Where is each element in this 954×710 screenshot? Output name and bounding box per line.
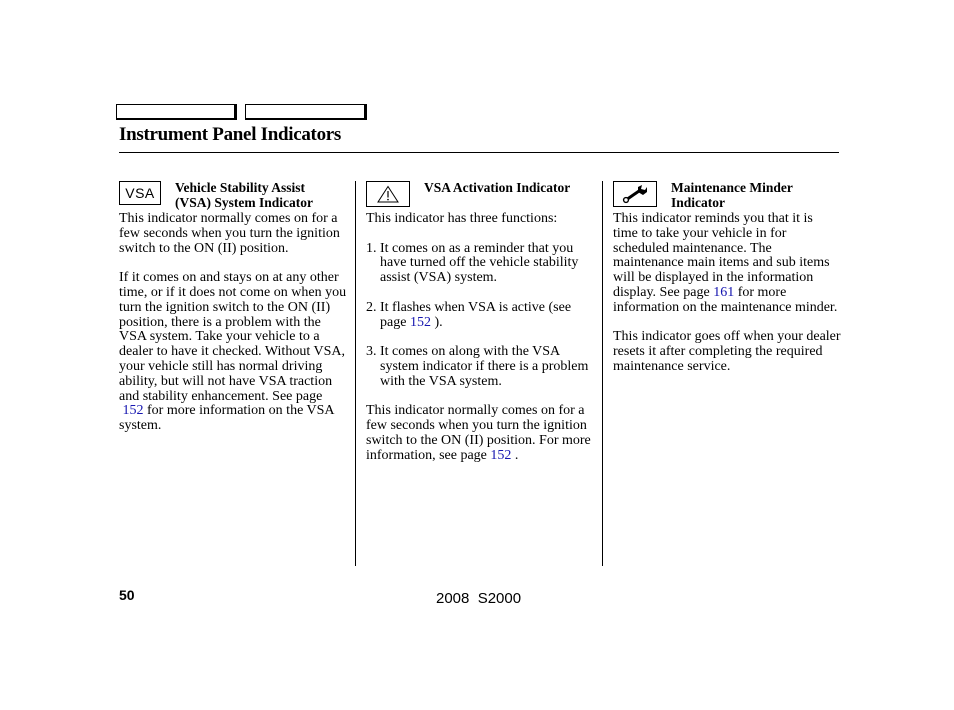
paragraph	[366, 404, 598, 463]
list-text	[380, 301, 598, 331]
list-item	[366, 345, 598, 389]
nav-button-next[interactable]	[245, 104, 367, 120]
section-heading	[671, 181, 793, 211]
list-item	[366, 242, 598, 286]
nav-button-previous[interactable]	[116, 104, 237, 120]
column-vsa-activation-indicator	[366, 181, 598, 478]
title-rule	[119, 152, 839, 153]
paragraph-text: If it comes on and stays on at any other time, or if it does not come on when you turn the ignition switch to the ON (II) position, there is a problem with the VSA system. Take your vehicle to a dealer to have it checked. Without VSA, your vehicle still has normal driving ability, but will not have VSA traction and stability enhancement. See page	[119, 270, 347, 404]
list-number: 1.	[366, 240, 377, 256]
column-vsa-system-indicator	[119, 181, 351, 449]
list-number: 2.	[366, 299, 377, 315]
page-number: 50	[119, 587, 135, 603]
vsa-icon-label: VSA	[125, 184, 155, 201]
paragraph-text: .	[514, 447, 519, 463]
wrench-icon	[613, 181, 657, 207]
page-link-161[interactable]: 161	[713, 284, 735, 300]
paragraph-text: This indicator reminds you that it is time to take your vehicle in for scheduled maintenance. The maintenance main items and sub items will be displayed in the information display. See page	[613, 211, 830, 300]
page-link-152[interactable]: 152	[409, 314, 431, 330]
page-title: Instrument Panel Indicators	[119, 124, 342, 145]
paragraph-text: for more information on the VSA system.	[119, 403, 334, 434]
heading-line: Indicator	[671, 194, 725, 210]
paragraph: This indicator goes off when your dealer resets it after completing the required maintenance service.	[613, 329, 841, 374]
page-link-152[interactable]: 152	[122, 403, 144, 419]
paragraph	[613, 212, 841, 316]
list-number: 3.	[366, 344, 377, 360]
list-text: It comes on along with the VSA system indicator if there is a problem with the VSA system.	[380, 344, 589, 389]
heading-line: Vehicle Stability Assist	[175, 180, 306, 195]
paragraph: This indicator normally comes on for a few seconds when you turn the ignition switch to the ON (II) position.	[119, 211, 340, 256]
column-divider	[355, 181, 356, 566]
heading-line: Maintenance Minder	[671, 180, 793, 195]
paragraph: This indicator has three functions:	[366, 211, 558, 226]
footer-model	[436, 590, 521, 607]
column-divider	[602, 181, 603, 566]
section-heading	[175, 181, 313, 211]
page-link-152[interactable]: 152	[490, 447, 512, 463]
column-maintenance-minder	[613, 181, 841, 390]
warning-triangle-icon	[366, 181, 410, 207]
list-text-part: ).	[434, 314, 443, 330]
heading-line: (VSA) System Indicator	[175, 194, 313, 210]
list-text-part: It flashes when VSA is active (see page	[380, 299, 572, 330]
section-heading: VSA Activation Indicator	[424, 180, 571, 195]
paragraph-text: This indicator normally comes on for a few seconds when you turn the ignition switch to the ON (II) position. For more information, see page	[366, 403, 591, 463]
paragraph-text: for more information on the maintenance minder.	[613, 284, 838, 315]
paragraph	[119, 271, 351, 434]
list-item	[366, 301, 598, 331]
list-text: It comes on as a reminder that you have turned off the vehicle stability assist (VSA) system.	[380, 240, 579, 286]
footer-text: 2008 S2000	[436, 590, 522, 607]
vsa-icon	[119, 181, 161, 205]
